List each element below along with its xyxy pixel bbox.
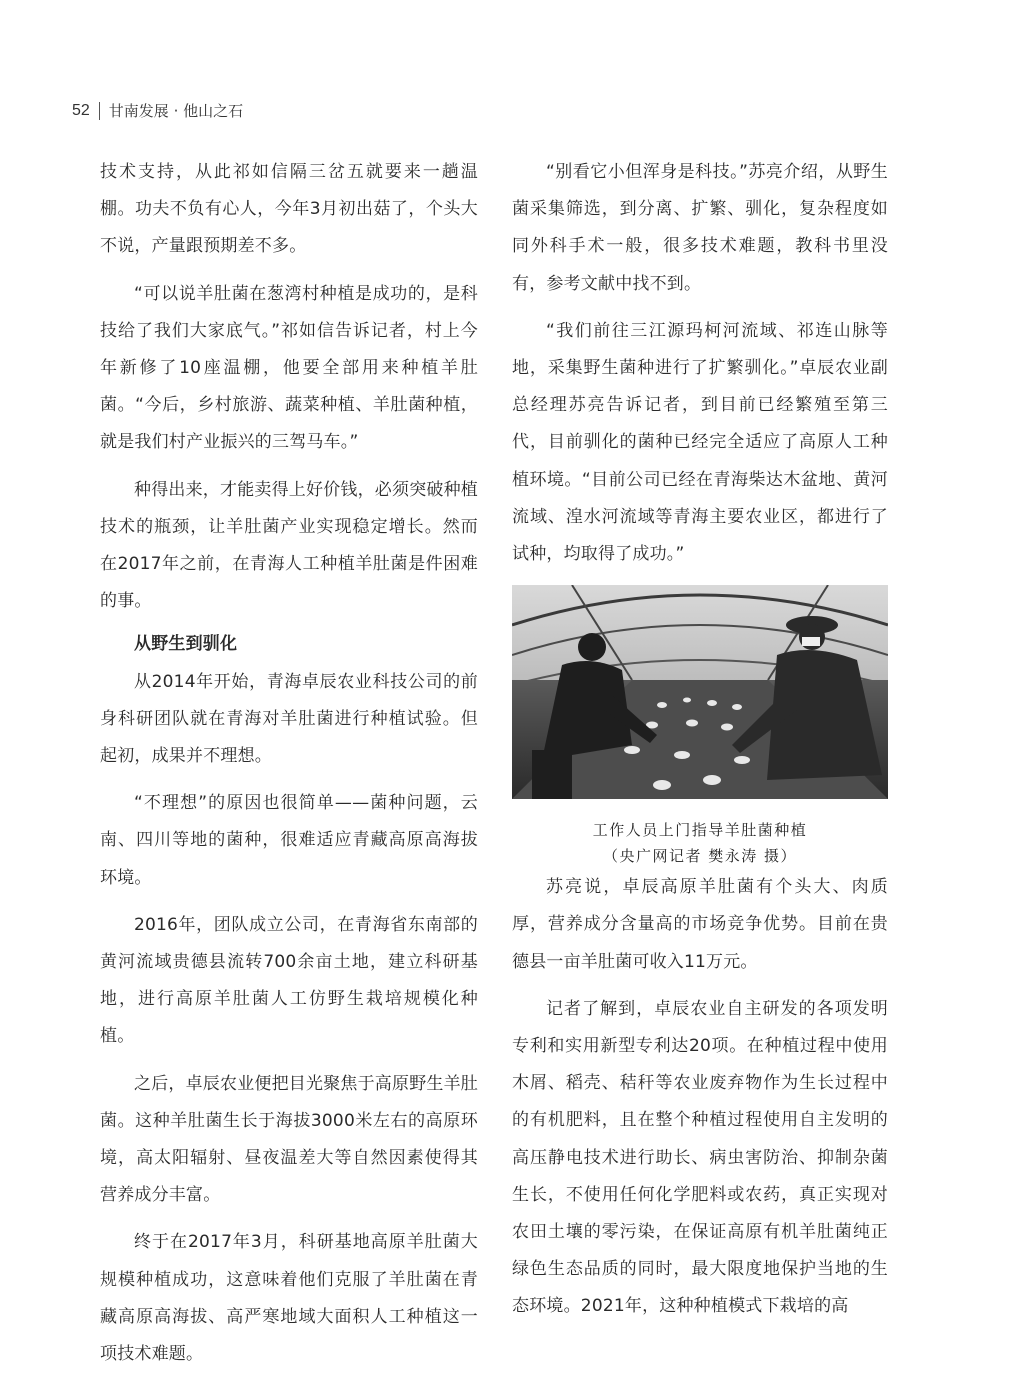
subheading: 从野生到驯化 [134,634,238,655]
right-column [512,154,888,1326]
paragraph: 2016年，团队成立公司，在青海省东南部的黄河流域贵德县流转700余亩土地，建立科研基地，进行高原羊肚菌人工仿野生栽培规模化种植。 [100,914,478,1047]
paragraph: “可以说羊肚菌在葱湾村种植是成功的，是科技给了我们大家底气。”祁如信告诉记者，村上今年新修了10座温棚，他要全部用来种植羊肚菌。“今后，乡村旅游、蔬菜种植、羊肚菌种植，就是我们村产业振兴的三驾马车。” [100,283,478,453]
section-title: 甘南发展 · 他山之石 [108,102,244,120]
running-header [72,100,243,121]
caption-line: 工作人员上门指导羊肚菌种植 [592,821,808,840]
left-column [100,154,478,1373]
paragraph: 之后，卓辰农业便把目光聚焦于高原野生羊肚菌。这种羊肚菌生长于海拔3000米左右的高原环境，高太阳辐射、昼夜温差大等自然因素使得其营养成分丰富。 [100,1073,478,1206]
greenhouse-photo [512,585,888,799]
paragraph: 从2014年开始，青海卓辰农业科技公司的前身科研团队就在青海对羊肚菌进行种植试验。但起初，成果并不理想。 [100,671,478,767]
paragraph: “别看它小但浑身是科技。”苏亮介绍，从野生菌采集筛选，到分离、扩繁、驯化，复杂程度如同外科手术一般，很多技术难题，教科书里没有，参考文献中找不到。 [512,162,888,294]
header-divider [99,102,100,120]
paragraph: “我们前往三江源玛柯河流域、祁连山脉等地，采集野生菌种进行了扩繁驯化。”卓辰农业副总经理苏亮告诉记者，到目前已经繁殖至第三代，目前驯化的菌种已经完全适应了高原人工种植环境。“目前公司已经在青海柴达木盆地、黄河流域、湟水河流域等青海主要农业区，都进行了试种，均取得了成功。” [512,320,888,565]
paragraph: 种得出来，才能卖得上好价钱，必须突破种植技术的瓶颈，让羊肚菌产业实现稳定增长。然而在2017年之前，在青海人工种植羊肚菌是件困难的事。 [100,479,478,612]
paragraph: 记者了解到，卓辰农业自主研发的各项发明专利和实用新型专利达20项。在种植过程中使用木屑、稻壳、秸秆等农业废弃物作为生长过程中的有机肥料，且在整个种植过程使用自主发明的高压静电技术进行助长、病虫害防治、抑制杂菌生长，不使用任何化学肥料或农药，真正实现对农田土壤的零污染，在保证高原有机羊肚菌纯正绿色生态品质的同时，最大限度地保护当地的生态环境。2021年，这种种植模式下栽培的高 [512,998,888,1317]
caption-credit: （央广网记者 樊永涛 摄） [602,847,798,866]
page-number: 52 [72,101,90,119]
paragraph: 苏亮说，卓辰高原羊肚菌有个头大、肉质厚，营养成分含量高的市场竞争优势。目前在贵德县一亩羊肚菌可收入11万元。 [512,877,888,972]
paragraph: 终于在2017年3月，科研基地高原羊肚菌大规模种植成功，这意味着他们克服了羊肚菌在青藏高原高海拔、高严寒地域大面积人工种植这一项技术难题。 [100,1232,478,1365]
paragraph: “不理想”的原因也很简单——菌种问题，云南、四川等地的菌种，很难适应青藏高原高海拔环境。 [100,793,478,888]
paragraph: 技术支持，从此祁如信隔三岔五就要来一趟温棚。功夫不负有心人，今年3月初出菇了，个头大不说，产量跟预期差不多。 [100,162,478,257]
photo-caption [512,817,888,869]
